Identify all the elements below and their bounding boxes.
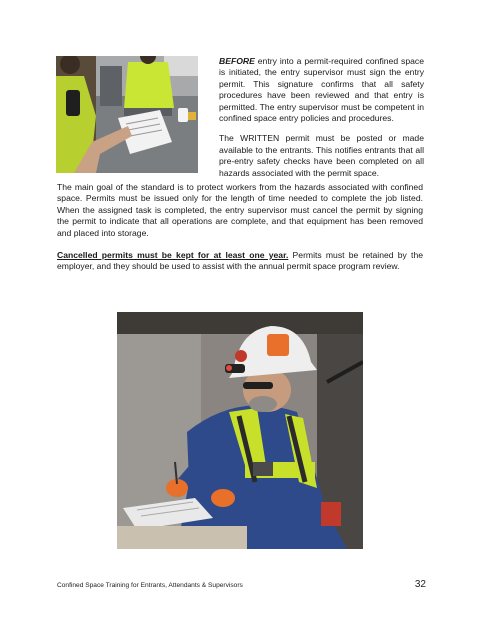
supervisor-photo-illustration: [117, 312, 363, 549]
retention-paragraph: [57, 250, 423, 273]
supervisor-signing-permit-photo: [117, 312, 363, 549]
footer-course-title: Confined Space Training for Entrants, Attendants & Supervisors: [57, 582, 243, 589]
retention-emphasis: Cancelled permits must be kept for at least one year.: [57, 250, 289, 261]
body-text: [57, 182, 423, 284]
workers-photo-illustration: [56, 56, 198, 173]
retention-paragraph-text: Permits must be retained by the employer, and they should be used to assist with the annual permit space program review.: [57, 250, 423, 272]
workers-signing-permit-photo: [56, 56, 198, 173]
intro-paragraph-2: The WRITTEN permit must be posted or made available to the entrants. This notifies entrants that all pre-entry safety checks have been completed on all hazards associated with the permit space.: [219, 133, 424, 178]
page-number: 32: [414, 579, 426, 590]
intro-paragraph-1: [219, 56, 424, 124]
goal-paragraph: The main goal of the standard is to protect workers from the hazards associated with confined space. Permits must be issued only for the length of time needed to complete the job listed. When the assigned task is completed, the entry supervisor must cancel the permit by signing the permit to indicate that all operations are complete, and that equipment has been removed and placed into storage.: [57, 182, 423, 238]
intro-paragraph-1-text: entry into a permit-required confined space is initiated, the entry supervisor must sign the entry permit. This signature confirms that all safety procedures have been reviewed and that entry is permitted. The entry supervisor must be competent in confined space entry policies and procedures.: [219, 56, 424, 124]
before-keyword: BEFORE: [219, 56, 255, 66]
intro-text-column: [219, 56, 424, 188]
